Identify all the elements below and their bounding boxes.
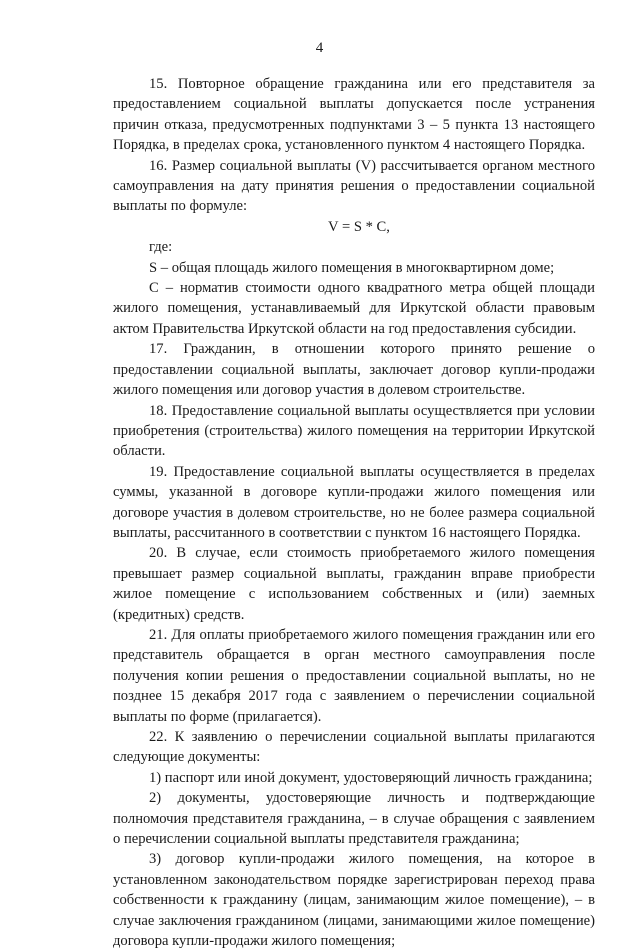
paragraph-18: 18. Предоставление социальной выплаты осуществляется при условии приобретения (строительства) жилого помещения на территории Иркутской области. <box>113 402 595 460</box>
formula: V = S * C, <box>328 218 390 235</box>
paragraph-22: 22. К заявлению о перечислении социальной выплаты прилагаются следующие документы: <box>113 729 595 766</box>
document-body <box>113 74 595 951</box>
where-label: где: <box>149 239 173 256</box>
paragraph-19: 19. Предоставление социальной выплаты осуществляется в пределах суммы, указанной в договоре купли-продажи жилого помещения или договоре участия в долевом строительстве, но не более размера социальной выплаты, рассчитанного в соответствии с пунктом 16 настоящего Порядка. <box>113 463 595 541</box>
list-item-3: 3) договор купли-продажи жилого помещения, на которое в установленном законодательством порядке зарегистрирован переход права собственности к гражданину (лицам, занимающим жилое помещение), – в случае заключения гражданином (лицами, занимающими жилое помещение) договора купли-продажи жилого помещения; <box>113 851 595 950</box>
paragraph-20: 20. В случае, если стоимость приобретаемого жилого помещения превышает размер социальной выплаты, гражданин вправе приобрести жилое помещение с использованием собственных и (или) заемных (кредитных) средств. <box>113 545 595 623</box>
paragraph-15: 15. Повторное обращение гражданина или его представителя за предоставлением социальной выплаты допускается после устранения причин отказа, предусмотренных подпунктами 3 – 5 пункта 13 настоящего Порядка, в пределах срока, установленного пунктом 4 настоящего Порядка. <box>113 76 595 154</box>
paragraph-16: 16. Размер социальной выплаты (V) рассчитывается органом местного самоуправления на дату принятия решения о предоставлении социальной выплаты по формуле: <box>113 157 595 215</box>
definition-c: C – норматив стоимости одного квадратного метра общей площади жилого помещения, устанавливаемый для Иркутской области правовым актом Правительства Иркутской области на год предоставления субсидии. <box>113 280 595 337</box>
paragraph-21: 21. Для оплаты приобретаемого жилого помещения гражданин или его представитель обращается в орган местного самоуправления после получения копии решения о предоставлении социальной выплаты, но не позднее 15 декабря 2017 года с заявлением о перечислении социальной выплаты по форме (прилагается). <box>113 626 595 725</box>
definition-s: S – общая площадь жилого помещения в многоквартирном доме; <box>149 259 555 276</box>
paragraph-17: 17. Гражданин, в отношении которого принято решение о предоставлении социальной выплаты, заключает договор купли-продажи жилого помещения или договор участия в долевом строительстве. <box>113 341 595 399</box>
page-number: 4 <box>315 40 324 56</box>
list-item-1: 1) паспорт или иной документ, удостоверяющий личность гражданина; <box>149 769 593 786</box>
list-item-2: 2) документы, удостоверяющие личность и подтверждающие полномочия представителя гражданина, – в случае обращения с заявлением о перечислении социальной выплаты представителя гражданина; <box>113 790 595 848</box>
